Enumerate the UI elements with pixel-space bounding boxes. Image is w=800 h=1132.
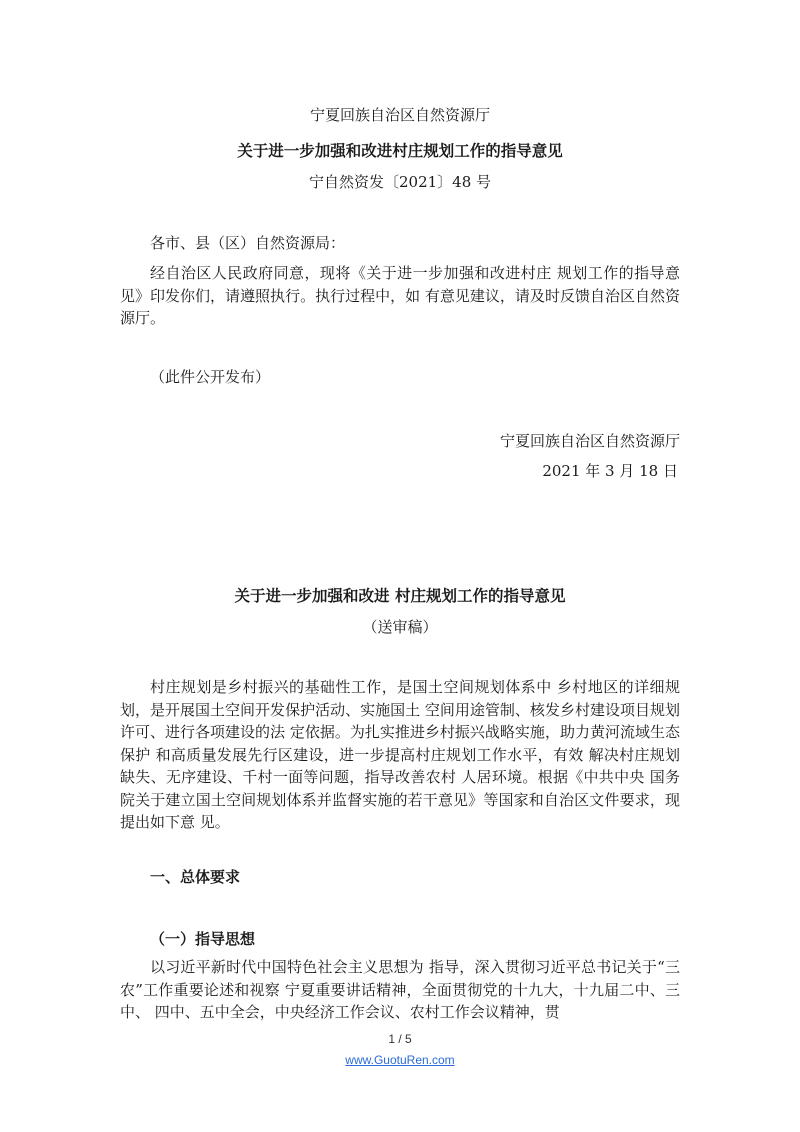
page-number: 1 / 5 xyxy=(388,1032,412,1046)
section-heading: 一、总体要求 xyxy=(150,868,241,886)
signature-date: 2021 年 3 月 18 日 xyxy=(542,462,678,480)
issuer-name: 宁夏回族自治区自然资源厅 xyxy=(309,106,490,124)
website-link[interactable]: www.GuotuRen.com xyxy=(345,1053,455,1067)
signature-organization: 宁夏回族自治区自然资源厅 xyxy=(499,432,680,450)
notice-body: 经自治区人民政府同意，现将《关于进一步加强和改进村庄 规划工作的指导意见》印发你们，请遵照执行。执行过程中，如 有意见建议，请及时反馈自治区自然资源厅。 xyxy=(120,264,680,327)
subsection-heading: （一）指导思想 xyxy=(150,930,256,948)
disclosure-note: （此件公开发布） xyxy=(150,368,271,386)
subsection-body: 以习近平新时代中国特色社会主义思想为 指导，深入贯彻习近平总书记关于“三农”工作重要论述和视察 宁夏重要讲话精神，全面贯彻党的十九大，十九届二中、三中、 四中、五中全会，中央经济工作会议、农村工作会议精神，贯 xyxy=(120,958,680,1021)
opinion-title: 关于进一步加强和改进 村庄规划工作的指导意见 xyxy=(234,587,566,605)
opinion-intro: 村庄规划是乡村振兴的基础性工作，是国土空间规划体系中 乡村地区的详细规划，是开展国土空间开发保护活动、实施国土 空间用途管制、核发乡村建设项目规划许可、进行各项建设的法 定依据。为扎实推进乡村振兴战略实施，助力黄河流域生态保护 和高质量发展先行区建设，进一步提高村庄规划工作水平，有效 解决村庄规划缺失、无序建设、千村一面等问题，指导改善农村 人居环境。根据《中共中央 国务院关于建立国土空间规划体系并监督实施的若干意见》等国家和自治区文件要求，现提出如下意 见。 xyxy=(120,678,680,831)
addressee: 各市、县（区）自然资源局： xyxy=(150,234,346,252)
notice-title: 关于进一步加强和改进村庄规划工作的指导意见 xyxy=(237,142,563,160)
opinion-subtitle: （送审稿） xyxy=(362,618,438,636)
document-number: 宁自然资发〔2021〕48 号 xyxy=(308,173,492,191)
